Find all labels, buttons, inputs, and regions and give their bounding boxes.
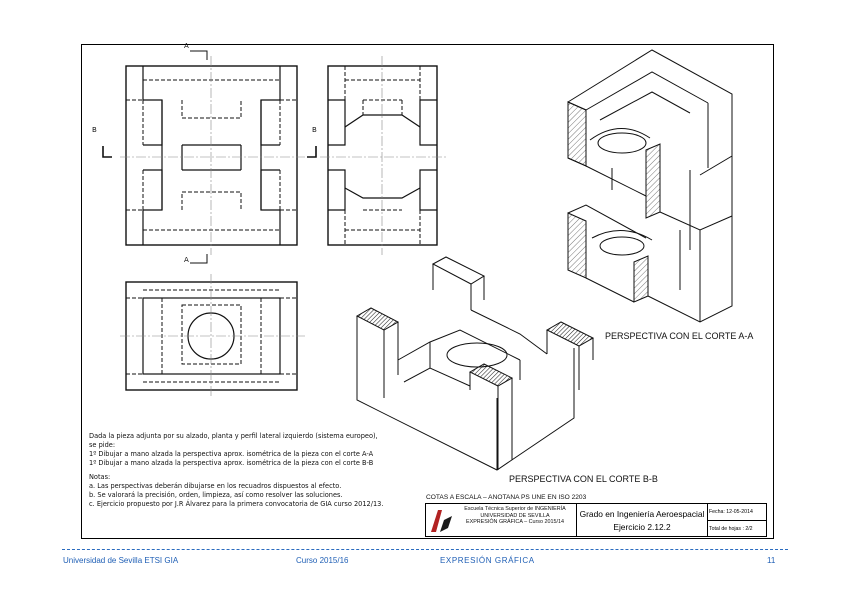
date-sheets-cell <box>707 504 767 537</box>
instruction-line: se pide: <box>89 441 116 449</box>
degree-name: Grado en Ingeniería Aeroespacial <box>579 509 705 519</box>
perspective-section-aa <box>568 50 732 322</box>
footer-subject: EXPRESIÓN GRÁFICA <box>440 556 535 565</box>
top-view <box>120 274 305 398</box>
side-view <box>320 56 446 255</box>
school-line: EXPRESIÓN GRÁFICA – Curso 2015/14 <box>466 519 564 526</box>
school-logo-icon <box>428 506 455 535</box>
section-label-b-right: B <box>312 126 317 134</box>
perspective-section-bb <box>357 257 593 470</box>
section-label-a-top: A <box>184 42 189 50</box>
school-line: UNIVERSIDAD DE SEVILLA <box>480 512 550 519</box>
footer-course: Curso 2015/16 <box>296 556 349 565</box>
instructions-block <box>89 432 383 509</box>
degree-cell <box>576 504 708 537</box>
perspective-aa-label: PERSPECTIVA CON EL CORTE A-A <box>605 331 754 341</box>
school-info <box>457 506 573 526</box>
note-line: c. Ejercicio propuesto por J.R Álvarez para la primera convocatoria de GIA curso 2012/13. <box>89 500 384 508</box>
footer-university: Universidad de Sevilla ETSI GIA <box>63 556 179 565</box>
note-line: b. Se valorará la precisión, orden, limpieza, así como resolver las soluciones. <box>89 491 343 499</box>
sheets-field: Total de hojas : 2/2 <box>709 526 753 532</box>
date-field: Fecha: 12-05-2014 <box>707 504 767 521</box>
front-view <box>103 51 316 263</box>
exercise-name: Ejercicio 2.12.2 <box>613 522 671 532</box>
note-line: a. Las perspectivas deberán dibujarse en los recuadros dispuestos al efecto. <box>89 482 342 490</box>
instruction-line: 1º Dibujar a mano alzada la perspectiva aprox. isométrica de la pieza con el corte B-B <box>89 459 374 467</box>
footer-divider <box>62 549 788 550</box>
instruction-line: Dada la pieza adjunta por su alzado, planta y perfil lateral izquierdo (sistema europeo), <box>89 432 378 440</box>
school-line: Escuela Técnica Superior de INGENIERÍA <box>464 506 566 512</box>
notes-title: Notas: <box>89 473 111 481</box>
instruction-line: 1º Dibujar a mano alzada la perspectiva aprox. isométrica de la pieza con el corte A-A <box>89 450 374 458</box>
section-label-a-bottom: A <box>184 256 189 264</box>
perspective-bb-label: PERSPECTIVA CON EL CORTE B-B <box>509 474 658 484</box>
title-block <box>425 503 767 537</box>
footer-page-number: 11 <box>767 556 776 565</box>
scale-note: COTAS A ESCALA – ANOTANA PS UNE EN ISO 2203 <box>426 494 587 501</box>
section-label-b-left: B <box>92 126 97 134</box>
